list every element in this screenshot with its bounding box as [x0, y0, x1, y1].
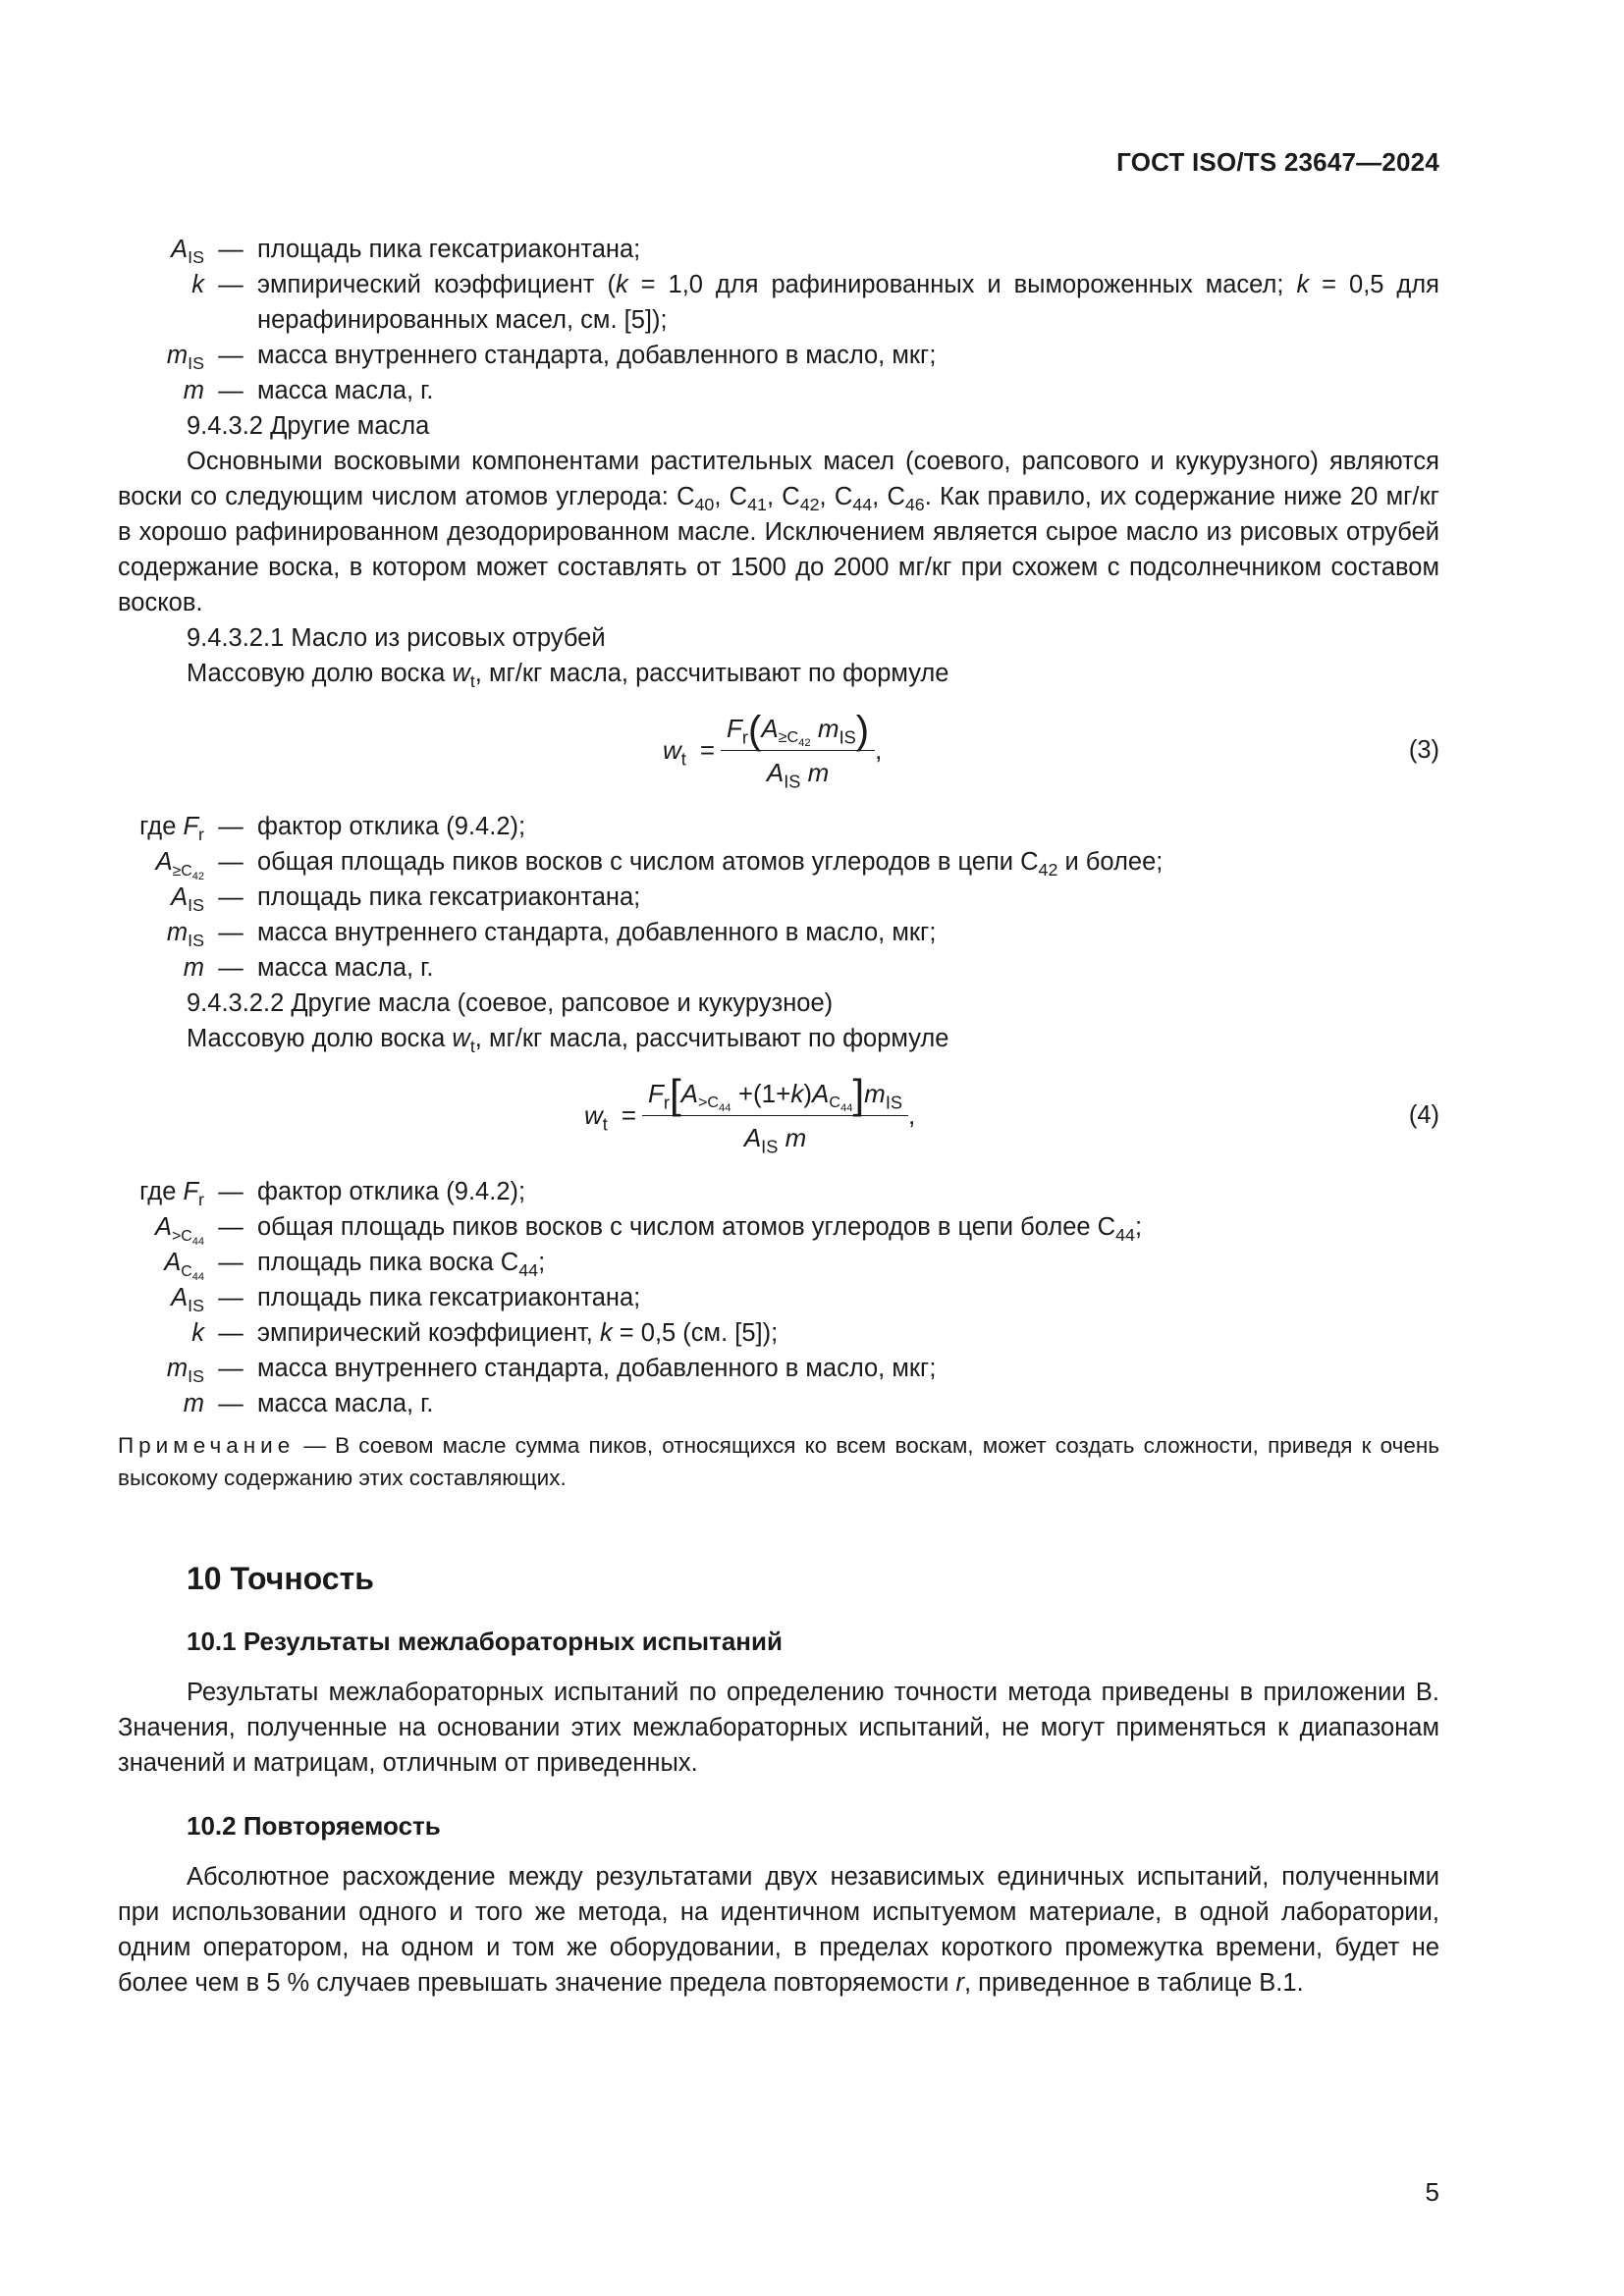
- def-a-is: $A_{IS}$ — площадь пика гексатриаконтана;: [171, 236, 641, 268]
- section-9432-title: 9.4.3.2 Другие масла: [187, 412, 430, 440]
- def-k: k — эмпирический коэффициент (k = 1,0 для рафинированных и вымороженных масел; k = 0,5 для нерафинированных масел, см. [5]);: [191, 271, 1439, 334]
- section-10-2-text: Абсолютное расхождение между результатами двух независимых единичных испытаний, полученными при использовании одного и того же метода, на идентичном испытуемом материале, в одной лаборатории, одним оператором, на одном и том же оборудовании, в пределах короткого промежутка времени, будет не более чем в 5 % случаев превышать значение предела повторяемости r, приведенное в таблице В.1.: [118, 1863, 1439, 1997]
- section-10-2-title: 10.2 Повторяемость: [187, 1811, 441, 1841]
- formula-3-number: (3): [1408, 736, 1439, 764]
- def3-a-ge-c42: $A_{\ge С_{42}}$ — общая площадь пиков восков с числом атомов углеродов в цепи $С_{42}$ и более;: [155, 848, 1164, 882]
- note-label: Примечание: [118, 1433, 296, 1458]
- def4-a-gt-c44: $A_{>С_{44}}$ — общая площадь пиков восков с числом атомов углеродов в цепи более $С_{44}$;: [155, 1213, 1143, 1248]
- formula-4-fraction: $\frac{F_r[A_{>С_{44}} +(1+k)A_{С_{44}}]m_{IS}}{A_{IS} m}$: [642, 1076, 908, 1155]
- standard-header: ГОСТ ISO/TS 23647—2024: [1116, 147, 1439, 177]
- section-10-1-title: 10.1 Результаты межлабораторных испытаний: [187, 1627, 783, 1656]
- formula-3: $w_t$ = $\frac{F_r(A_{\ge C_{42}} m_{IS})}{A_{IS} m}$ , (3): [118, 691, 1439, 809]
- formula-3-fraction: $\frac{F_r(A_{\ge C_{42}} m_{IS})}{A_{IS} m}$: [721, 711, 875, 790]
- def4-m: m — масса масла, г.: [183, 1390, 434, 1417]
- section-10-1-text: Результаты межлабораторных испытаний по определению точности метода приведены в приложении В. Значения, полученные на основании этих межлабораторных испытаний, не могут применяться к диапазонам значений и матрицам, отличным от приведенных.: [118, 1679, 1439, 1777]
- def3-fr: где $F_r$ — фактор отклика (9.4.2);: [139, 813, 526, 845]
- def-m-is: $m_{IS}$ — масса внутреннего стандарта, добавленного в масло, мкг;: [166, 342, 937, 374]
- defs-formula-4: [118, 1174, 1439, 1421]
- def4-a-is: $A_{IS}$ — площадь пика гексатриаконтана;: [171, 1284, 641, 1316]
- section-94321-lead: Массовую долю воска $w_t$, мг/кг масла, рассчитывают по формуле: [187, 660, 949, 692]
- def4-fr: где $F_r$ — фактор отклика (9.4.2);: [139, 1178, 526, 1210]
- defs-formula-3: [118, 809, 1439, 986]
- def3-m: m — масса масла, г.: [183, 954, 434, 982]
- defs-top: [118, 232, 1439, 408]
- section-9432-paragraph: Основными восковыми компонентами растительных масел (соевого, рапсового и кукурузного) являются воски со следующим числом атомов углерода: $С_{40}$, $С_{41}$, $С_{42}$, $С_{44}$, $С_{46}$. Как правило, их содержание ниже 20 мг/кг в хорошо рафинированном дезодорированном масле. Исключением является сырое масло из рисовых отрубей содержание воска, в котором может составлять от 1500 до 2000 мг/кг при схожем с подсолнечником составом восков.: [118, 448, 1439, 616]
- def4-a-c44: $A_{С_{44}}$ — площадь пика воска $С_{44}$;: [164, 1249, 546, 1283]
- section-94322-lead: Массовую долю воска $w_t$, мг/кг масла, рассчитывают по формуле: [187, 1025, 949, 1057]
- def3-a-is: $A_{IS}$ — площадь пика гексатриаконтана;: [171, 883, 641, 916]
- section-10-title: 10 Точность: [187, 1561, 374, 1596]
- section-94321-title: 9.4.3.2.1 Масло из рисовых отрубей: [187, 624, 606, 652]
- def4-k: k — эмпирический коэффициент, k = 0,5 (см. [5]);: [191, 1319, 779, 1347]
- page-content: [118, 232, 1439, 2001]
- page-number: 5: [1425, 2177, 1439, 2207]
- def4-m-is: $m_{IS}$ — масса внутреннего стандарта, добавленного в масло, мкг;: [166, 1355, 937, 1387]
- formula-4-number: (4): [1408, 1101, 1439, 1129]
- def-m: m — масса масла, г.: [183, 377, 434, 404]
- def3-m-is: $m_{IS}$ — масса внутреннего стандарта, добавленного в масло, мкг;: [166, 919, 937, 951]
- note: Примечание — В соевом масле сумма пиков, относящихся ко всем воскам, может создать сложности, приведя к очень высокому содержанию этих составляющих.: [118, 1433, 1439, 1490]
- section-94322-title: 9.4.3.2.2 Другие масла (соевое, рапсовое и кукурузное): [187, 989, 834, 1017]
- formula-4: $w_t$ = $\frac{F_r[A_{>С_{44}} +(1+k)A_{С_{44}}]m_{IS}}{A_{IS} m}$ , (4): [118, 1056, 1439, 1174]
